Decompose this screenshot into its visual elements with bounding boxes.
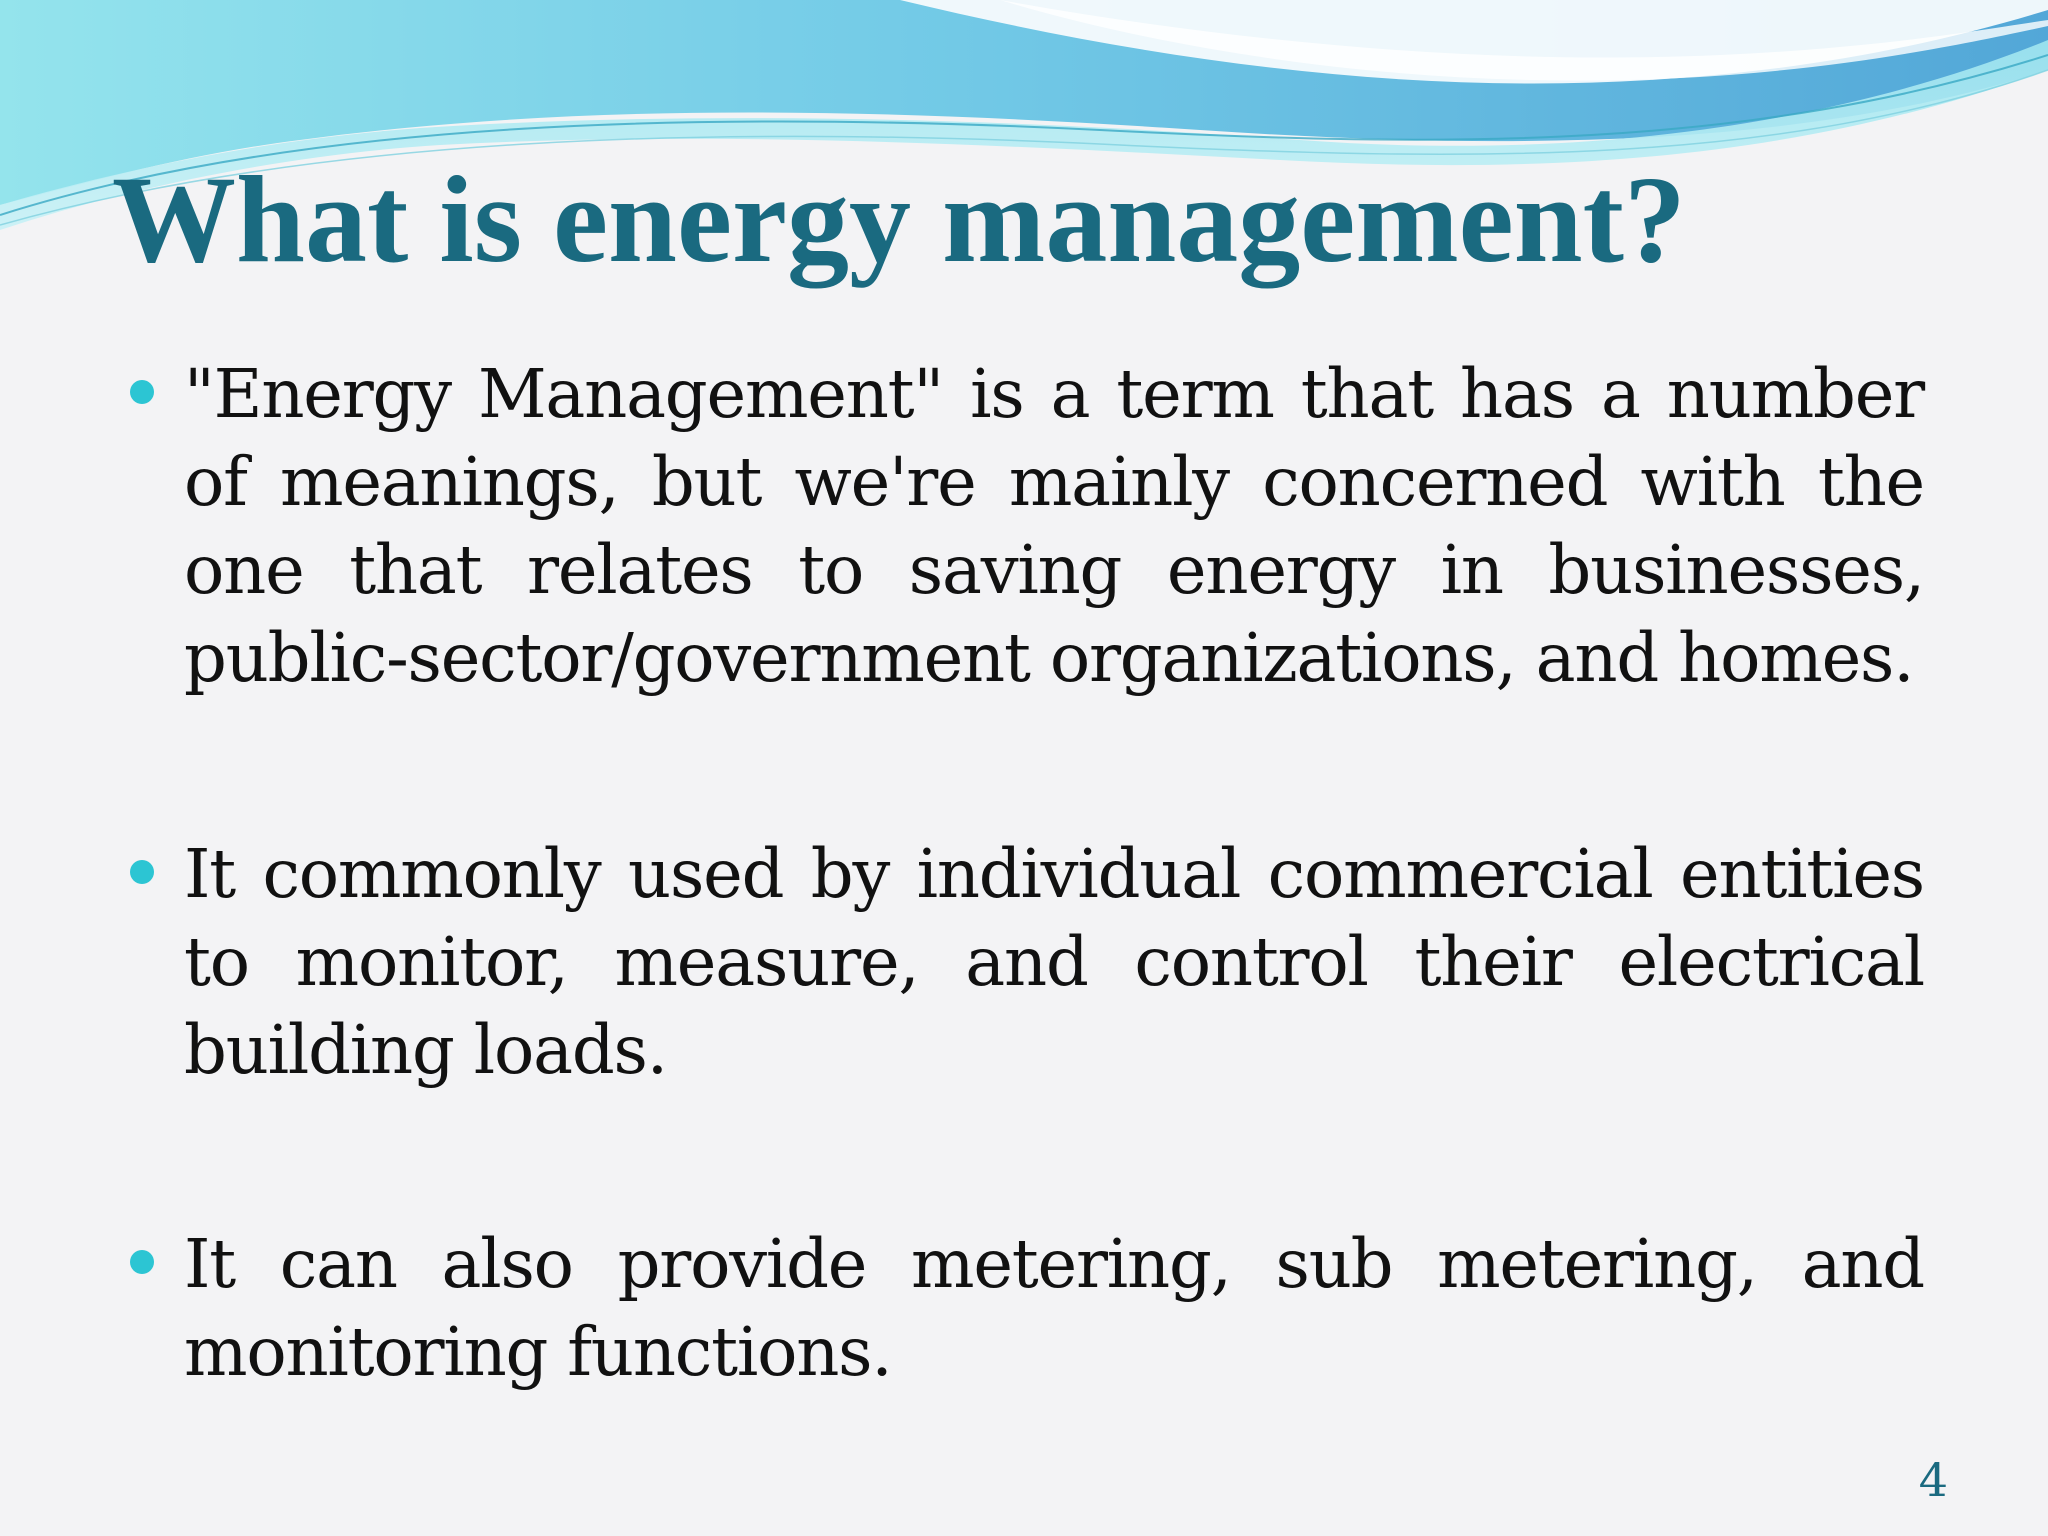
bullet-item [184,830,1924,1094]
bullet-text: It can also provide metering, sub metering, and monitoring functions. [184,1225,1924,1391]
bullet-dot-icon [130,1250,154,1274]
bullet-dot-icon [130,380,154,404]
bullet-dot-icon [130,860,154,884]
slide-number: 4 [1918,1453,1948,1507]
bullet-text: It commonly used by individual commercial entities to monitor, measure, and control their electrical building loads. [184,835,1924,1089]
bullet-text: "Energy Management" is a term that has a number of meanings, but we're mainly concerned with the one that relates to saving energy in businesses, public-sector/government organizations, and homes. [184,355,1924,697]
bullet-item [184,1220,1924,1396]
slide-title: What is energy management? [112,151,1686,288]
bullet-item [184,350,1924,702]
